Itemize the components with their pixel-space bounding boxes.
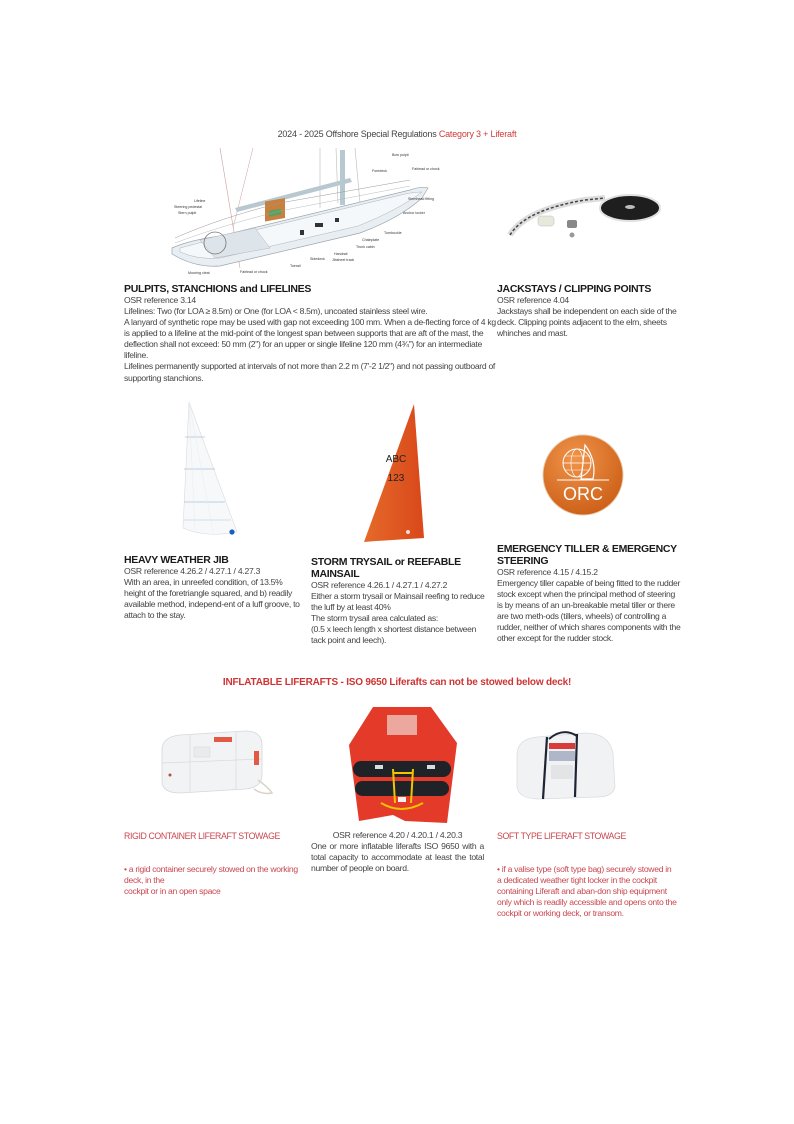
canopy-window bbox=[387, 715, 417, 735]
label-foredeck: Foredeck bbox=[372, 169, 387, 173]
rigid-liferaft-container-image bbox=[150, 725, 280, 800]
trysail-text-2: The storm trysail area calculated as: bbox=[311, 613, 438, 624]
mast bbox=[340, 150, 345, 205]
tiller-ref: OSR reference 4.15 / 4.15.2 bbox=[497, 567, 598, 577]
label-bow-pulpit: Bow pulpit bbox=[392, 153, 409, 157]
sail-text-numbers: 123 bbox=[387, 473, 405, 484]
page-header bbox=[0, 129, 794, 139]
heavy-weather-jib-image bbox=[175, 400, 245, 540]
inflated-liferaft-image bbox=[335, 703, 470, 828]
label-stemhead: Stemhead fitting bbox=[408, 197, 434, 201]
tiller-title: EMERGENCY TILLER & EMERGENCY STEERING bbox=[497, 543, 677, 567]
valise-brand-label bbox=[549, 743, 575, 749]
section-tiller bbox=[497, 543, 682, 645]
rigid-stowage-label: RIGID CONTAINER LIFERAFT STOWAGE bbox=[124, 831, 280, 841]
section-pulpits bbox=[124, 283, 496, 384]
label-handrail: Handrail bbox=[334, 252, 348, 256]
label-chainplate: Chainplate bbox=[362, 238, 380, 242]
label-lifeline: Lifeline bbox=[194, 199, 206, 203]
rigid-stowage-bullet: • a rigid container securely stowed on the working deck, in the bbox=[124, 864, 298, 885]
trysail-text-1: Either a storm trysail or Mainsail reefing to reduce the luff by at least 40% bbox=[311, 591, 485, 613]
pulpits-text-1: Lifelines: Two (for LOA ≥ 8.5m) or One (for LOA < 8.5m), uncoated stainless steel wire. bbox=[124, 306, 428, 316]
jib-text: With an area, in unreefed condition, of 13.5% height of the foretriangle squared, and b) readily available method, independ-ent of a luff groove, to attach to the stay. bbox=[124, 577, 300, 621]
label-fairlead-stern: Fairlead or chock bbox=[240, 270, 268, 274]
pulpits-text-2: A lanyard of synthetic rope may be used with gap not exceeding 100 mm. When a de-flecting force of 4 kg is applied to a lifeline at the mid-point of the longest span between supports that are aft of the mast, the deflection shall not exceed: 50 mm (2") for an upper or single lifeline 120 mm (4¾") for an intermediate lifeline. bbox=[124, 317, 496, 361]
sail-text-letters: ABC bbox=[385, 454, 407, 465]
pulpits-title: PULPITS, STANCHIONS and LIFELINES bbox=[124, 283, 312, 295]
label-stern-pulpit: Stern pulpit bbox=[178, 211, 197, 215]
section-rigid-stowage bbox=[124, 831, 309, 897]
soft-stowage-label: SOFT TYPE LIFERAFT STOWAGE bbox=[497, 831, 626, 841]
clip-pad bbox=[538, 216, 554, 226]
orc-logo-text: ORC bbox=[563, 484, 603, 504]
tiller-text: Emergency tiller capable of being fitted to the rudder stock except when the principal method of steering is by means of an un-breakable metal tiller or there are two meth-ods (tillers, wheels) of controlling a rudder, neither of which shares components with the other except for the rudder stock. bbox=[497, 578, 681, 644]
padeye bbox=[567, 220, 577, 228]
label-steering-pedestal: Steering pedestal bbox=[174, 205, 202, 209]
section-trysail bbox=[311, 556, 491, 646]
liferaft-banner: INFLATABLE LIFERAFTS - ISO 9650 Liferafts can not be stowed below deck! bbox=[222, 677, 572, 688]
section-jackstays bbox=[497, 283, 677, 339]
trysail-ref: OSR reference 4.26.1 / 4.27.1 / 4.27.2 bbox=[311, 580, 448, 590]
label-trunk-cabin: Trunk cabin bbox=[356, 245, 375, 249]
label-toerail: Toerail bbox=[290, 264, 301, 268]
label-fairlead-bow: Fairlead or chock bbox=[412, 167, 440, 171]
jackstays-text: Jackstays shall be independent on each side of the deck. Clipping points adjacent to the elm, sheets whinches and mast. bbox=[497, 306, 677, 339]
soft-stowage-bullet: • if a valise type (soft type bag) securely stowed in a dedicated weather tight locker in the cockpit containing Liferaft and aban-don ship equipment only which is readily accessible and opens onto the cockpit or working deck, or transom. bbox=[497, 864, 677, 918]
container-brand-label bbox=[214, 737, 232, 742]
companionway bbox=[265, 198, 285, 222]
label-anchor-locker: Anchor locker bbox=[403, 211, 425, 215]
jackstays-title: JACKSTAYS / CLIPPING POINTS bbox=[497, 283, 652, 295]
jib-sail bbox=[183, 402, 237, 534]
liferaft-ref: OSR reference 4.20 / 4.20.1 / 4.20.3 bbox=[332, 830, 463, 840]
liferaft-text: One or more inflatable liferafts ISO 9650 with a total capacity to accommodate at least the total number of people on board. bbox=[311, 841, 484, 874]
rigid-stowage-bullet-cont: cockpit or in an open space bbox=[124, 886, 221, 896]
jackstays-ref: OSR reference 4.04 bbox=[497, 295, 569, 305]
boat-deck-diagram bbox=[160, 148, 450, 278]
shroud-line bbox=[233, 148, 253, 228]
label-jibsheet-track: Jibsheet track bbox=[332, 258, 355, 262]
liferaft-tube-lower bbox=[355, 781, 449, 796]
label-turnbuckle: Turnbuckle bbox=[384, 231, 402, 235]
jackstay-image bbox=[505, 190, 665, 250]
section-jib bbox=[124, 554, 304, 621]
boom bbox=[235, 178, 352, 212]
section-soft-stowage bbox=[497, 831, 677, 919]
trysail-title: STORM TRYSAIL or REEFABLE MAINSAIL bbox=[311, 556, 461, 580]
jackstay-strap bbox=[510, 198, 605, 235]
jib-tack-ring bbox=[229, 529, 234, 534]
pulpits-ref: OSR reference 3.14 bbox=[124, 295, 196, 305]
section-liferaft-reference bbox=[311, 830, 484, 874]
label-mooring-cleat: Mooring cleat bbox=[188, 271, 210, 275]
trysail-text-3: (0.5 x leech length x shortest distance between tack point and leech). bbox=[311, 624, 477, 646]
label-sidedeck: Sidedeck bbox=[310, 257, 325, 261]
liferaft-tube-upper bbox=[353, 761, 451, 777]
soft-valise-liferaft-image bbox=[505, 725, 625, 805]
header-title: 2024 - 2025 Offshore Special Regulations bbox=[277, 129, 437, 139]
jib-ref: OSR reference 4.26.2 / 4.27.1 / 4.27.3 bbox=[124, 566, 261, 576]
jib-title: HEAVY WEATHER JIB bbox=[124, 554, 229, 566]
header-title-accent: Category 3 + Liferaft bbox=[438, 129, 517, 139]
storm-trysail-image bbox=[350, 400, 430, 545]
pulpits-text-3: Lifelines permanently supported at intervals of not more than 2.2 m (7'-2 1/2") and not passing outboard of supporting stanchions. bbox=[124, 361, 496, 383]
orc-logo bbox=[541, 433, 625, 517]
